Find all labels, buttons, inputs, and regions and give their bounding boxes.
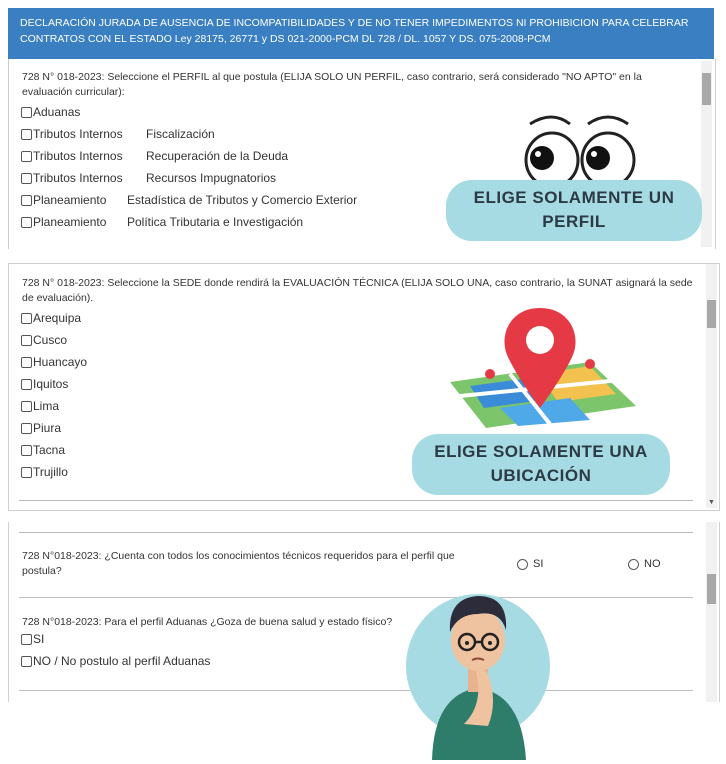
salud-option-no[interactable] xyxy=(21,654,210,668)
option-label: Tributos Internos xyxy=(33,149,123,163)
checkbox[interactable] xyxy=(21,335,32,346)
scroll-down-icon[interactable]: ▼ xyxy=(708,499,715,506)
checkbox[interactable] xyxy=(21,217,32,228)
checkbox[interactable] xyxy=(21,656,32,667)
scrollbar-thumb[interactable] xyxy=(702,73,711,105)
option-label: Iquitos xyxy=(33,377,69,391)
option-label: Huancayo xyxy=(33,355,88,369)
checkbox[interactable] xyxy=(21,173,32,184)
option-label: Piura xyxy=(33,421,62,435)
sede-callout: ELIGE SOLAMENTE UNA UBICACIÓN xyxy=(412,434,670,495)
divider xyxy=(19,500,693,501)
sede-option[interactable] xyxy=(21,355,87,369)
checkbox[interactable] xyxy=(21,401,32,412)
checkbox[interactable] xyxy=(21,379,32,390)
option-label: Trujillo xyxy=(33,465,68,479)
option-label: Arequipa xyxy=(33,311,82,325)
sede-scrollbar[interactable] xyxy=(706,264,717,508)
perfil-option-recursos[interactable] xyxy=(21,171,276,185)
option-label: Cusco xyxy=(33,333,68,347)
scrollbar-thumb[interactable] xyxy=(707,574,716,604)
sede-option[interactable] xyxy=(21,333,67,347)
option-sublabel: Fiscalización xyxy=(146,127,215,141)
conocimientos-no-radio[interactable] xyxy=(628,558,661,570)
conocimientos-si-radio[interactable] xyxy=(517,558,543,570)
sede-question: 728 N° 018-2023: Seleccione la SEDE donde rendirá la EVALUACIÓN TÉCNICA (ELIJA SOLO UNA, caso contrario, la SUNAT asignará la sede de evaluación). xyxy=(22,277,693,304)
perfil-option-estadistica[interactable] xyxy=(21,193,357,207)
checkbox[interactable] xyxy=(21,313,32,324)
option-label: Lima xyxy=(33,399,60,413)
sede-option[interactable] xyxy=(21,465,68,479)
sede-option[interactable] xyxy=(21,443,65,457)
option-label: NO / No postulo al perfil Aduanas xyxy=(33,654,211,668)
sede-option[interactable] xyxy=(21,421,61,435)
radio-button[interactable] xyxy=(517,559,528,570)
preguntas-scrollbar[interactable] xyxy=(706,522,717,702)
checkbox[interactable] xyxy=(21,467,32,478)
perfil-scrollbar[interactable] xyxy=(701,61,712,247)
scrollbar-thumb[interactable] xyxy=(707,300,716,328)
option-label: Aduanas xyxy=(33,105,81,119)
sede-option[interactable] xyxy=(21,377,68,391)
divider xyxy=(19,532,693,533)
checkbox[interactable] xyxy=(21,445,32,456)
conocimientos-question: 728 N°018-2023: ¿Cuenta con todos los conocimientos técnicos requeridos para el perfil que postula? xyxy=(22,550,455,577)
salud-option-si[interactable] xyxy=(21,632,44,646)
perfil-callout: ELIGE SOLAMENTE UN PERFIL xyxy=(446,180,702,241)
perfil-question: 728 N° 018-2023: Seleccione el PERFIL al que postula (ELIJA SOLO UN PERFIL, caso contrario, será considerado "NO APTO" en la evaluación curricular): xyxy=(22,71,642,98)
form-header: DECLARACIÓN JURADA DE AUSENCIA DE INCOMPATIBILIDADES Y DE NO TENER IMPEDIMENTOS NI PROHIBICION PARA CELEBRAR CONTRATOS CON EL ESTADO Ley 28175, 26771 y DS 021-2000-PCM DL 728 / DL. 1057 Y DS. 075-2008-PCM xyxy=(8,8,714,59)
radio-button[interactable] xyxy=(628,559,639,570)
eyes-icon xyxy=(522,112,642,188)
sede-option[interactable] xyxy=(21,399,59,413)
option-label: NO xyxy=(644,558,661,570)
sede-option[interactable] xyxy=(21,311,81,325)
checkbox[interactable] xyxy=(21,129,32,140)
option-label: Tacna xyxy=(33,443,66,457)
option-sublabel: Recuperación de la Deuda xyxy=(146,149,289,163)
checkbox[interactable] xyxy=(21,423,32,434)
option-label: SI xyxy=(33,632,45,646)
option-sublabel: Recursos Impugnatorios xyxy=(146,171,277,185)
option-sublabel: Estadística de Tributos y Comercio Exterior xyxy=(127,193,358,207)
salud-question: 728 N°018-2023: Para el perfil Aduanas ¿Goza de buena salud y estado físico? xyxy=(22,616,393,628)
checkbox[interactable] xyxy=(21,634,32,645)
option-label: Tributos Internos xyxy=(33,171,123,185)
perfil-option-aduanas[interactable] xyxy=(21,105,80,119)
perfil-option-fiscalizacion[interactable] xyxy=(21,127,215,141)
option-label: SI xyxy=(533,558,544,570)
perfil-option-recuperacion[interactable] xyxy=(21,149,288,163)
divider xyxy=(19,597,693,598)
checkbox[interactable] xyxy=(21,195,32,206)
perfil-option-politica[interactable] xyxy=(21,215,303,229)
option-sublabel: Política Tributaria e Investigación xyxy=(127,215,304,229)
checkbox[interactable] xyxy=(21,151,32,162)
checkbox[interactable] xyxy=(21,357,32,368)
map-pin-icon xyxy=(440,304,640,434)
preguntas-card xyxy=(8,522,720,702)
thinking-person-icon xyxy=(404,574,552,760)
checkbox[interactable] xyxy=(21,107,32,118)
option-label: Planeamiento xyxy=(33,215,107,229)
option-label: Planeamiento xyxy=(33,193,107,207)
option-label: Tributos Internos xyxy=(33,127,123,141)
divider xyxy=(19,690,693,691)
